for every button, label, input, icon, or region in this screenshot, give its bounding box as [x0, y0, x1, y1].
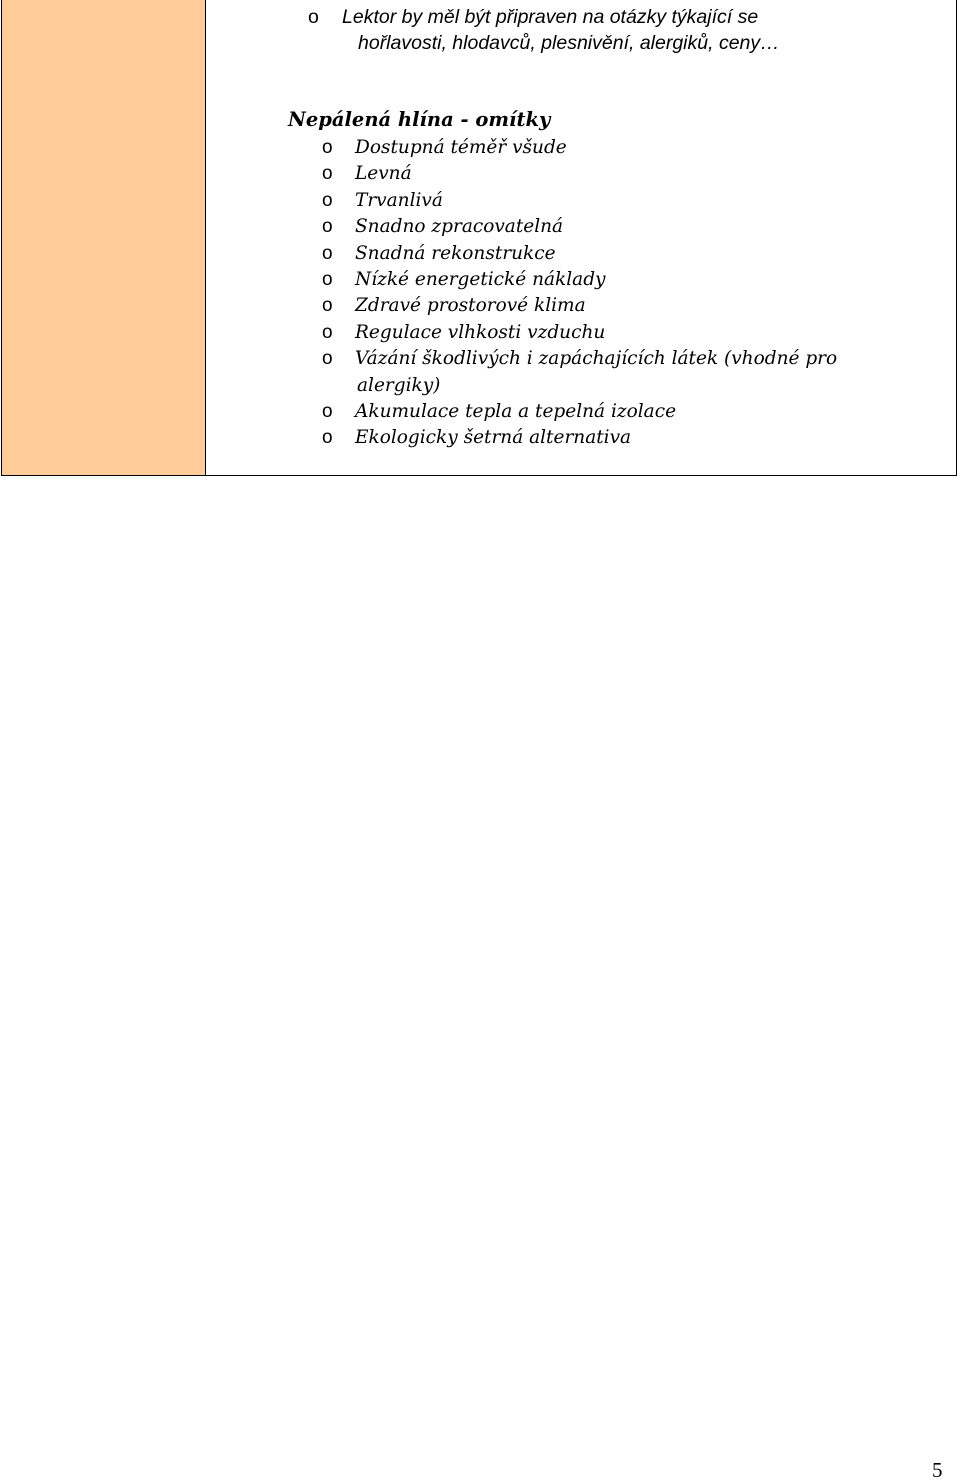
list-item	[323, 214, 837, 240]
content-cell	[206, 0, 956, 475]
list-item	[323, 425, 837, 451]
list-item-text: Vázání škodlivých i zapáchajících látek (vhodné pro	[355, 348, 838, 370]
clay-benefits-list	[323, 135, 837, 452]
list-item-continuation	[323, 373, 837, 399]
list-item	[323, 399, 837, 425]
circle-bullet-icon: o	[322, 401, 333, 423]
page-number: 5	[932, 1458, 943, 1482]
list-item-text: Regulace vlhkosti vzduchu	[355, 321, 606, 343]
list-item-text: Trvanlivá	[355, 189, 443, 211]
lecturer-note	[308, 4, 780, 56]
circle-bullet-icon: o	[322, 242, 333, 264]
lesson-table-frame	[1, 0, 957, 476]
section-heading: Nepálená hlína - omítky	[288, 108, 551, 131]
list-item	[323, 188, 837, 214]
circle-bullet-icon: o	[322, 189, 333, 211]
list-item-text: Snadno zpracovatelná	[355, 216, 564, 238]
lecturer-note-line-2: hořlavosti, hlodavců, plesnivění, alergiků, ceny…	[358, 32, 780, 54]
list-item-text: Ekologicky šetrná alternativa	[355, 427, 632, 449]
circle-bullet-icon: o	[322, 348, 333, 370]
circle-bullet-icon: o	[322, 321, 333, 343]
circle-bullet-icon: o	[322, 295, 333, 317]
list-item-text: Nízké energetické náklady	[355, 269, 606, 291]
side-color-band	[2, 0, 206, 475]
circle-bullet-icon: o	[322, 427, 333, 449]
lecturer-note-row	[308, 4, 780, 30]
circle-bullet-icon: o	[322, 216, 333, 238]
list-item-text: alergiky)	[357, 374, 441, 396]
lecturer-note-line-1: Lektor by měl být připraven na otázky týkající se	[342, 6, 759, 28]
list-item	[323, 293, 837, 319]
list-item-text: Akumulace tepla a tepelná izolace	[355, 401, 677, 423]
list-item	[323, 161, 837, 187]
circle-bullet-icon: o	[322, 269, 333, 291]
circle-bullet-icon: o	[322, 163, 333, 185]
circle-bullet-icon: o	[322, 137, 333, 158]
list-item	[323, 135, 837, 161]
list-item	[323, 346, 837, 372]
list-item-text: Zdravé prostorové klima	[355, 295, 586, 317]
list-item	[323, 241, 837, 267]
list-item-text: Levná	[355, 163, 412, 185]
list-item-text: Snadná rekonstrukce	[355, 242, 556, 264]
list-item	[323, 320, 837, 346]
circle-bullet-icon: o	[308, 6, 319, 28]
lecturer-note-continuation	[320, 30, 780, 56]
list-item-text: Dostupná téměř všude	[355, 137, 567, 158]
list-item	[323, 267, 837, 293]
